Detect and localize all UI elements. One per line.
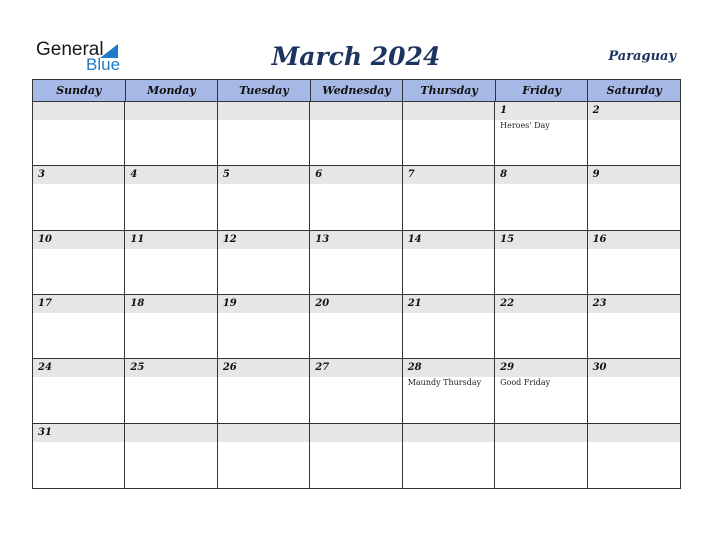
day-number: 21 [407,298,422,309]
logo-word-general: General [36,39,104,60]
day-number: 17 [38,298,52,309]
day-band [125,102,216,120]
empty-day-cell [403,102,495,166]
weekday-header [33,80,680,102]
weekday-thursday: Thursday [403,80,496,101]
day-number: 15 [500,233,515,245]
day-cell-15 [495,231,587,295]
day-number: 10 [38,233,52,245]
day-band [495,102,586,120]
holiday-label: Good Friday [500,378,551,388]
day-number: 24 [38,362,52,374]
day-number: 7 [407,169,415,181]
day-cell-21 [403,295,495,359]
weekday-sunday: Sunday [33,80,126,101]
day-cell-22 [495,295,587,359]
day-cell-27 [310,359,402,423]
calendar [32,79,681,489]
day-number: 9 [592,169,600,181]
day-cell-10 [33,231,125,295]
day-number: 27 [315,362,330,374]
calendar-grid [33,102,680,488]
day-band [495,424,586,442]
day-cell-19 [218,295,310,359]
day-number: 30 [592,362,607,374]
day-number: 2 [592,105,600,116]
empty-day-cell [125,424,217,488]
day-band [403,102,494,120]
day-number: 26 [222,362,237,374]
day-number: 6 [315,169,323,181]
empty-day-cell [33,102,125,166]
day-band [218,424,309,442]
empty-day-cell [588,424,680,488]
day-number: 19 [222,298,237,309]
day-number: 1 [500,105,508,116]
day-cell-4 [125,166,217,230]
day-number: 23 [592,298,607,309]
day-number: 3 [38,169,45,181]
weekday-monday: Monday [126,80,219,101]
day-band [218,102,309,120]
day-number: 11 [130,233,145,245]
empty-day-cell [403,424,495,488]
day-cell-17 [33,295,125,359]
day-cell-13 [310,231,402,295]
logo-word-blue: Blue [86,55,121,74]
day-band [310,102,401,120]
day-number: 18 [130,298,145,309]
day-band [403,424,494,442]
empty-day-cell [218,102,310,166]
day-number: 29 [500,362,515,374]
day-number: 13 [315,233,330,245]
day-band [33,166,124,184]
day-cell-20 [310,295,402,359]
day-cell-25 [125,359,217,423]
day-band [403,166,494,184]
empty-day-cell [218,424,310,488]
day-cell-3 [33,166,125,230]
day-cell-24 [33,359,125,423]
day-band [495,166,586,184]
day-number: 31 [38,426,52,438]
day-number: 16 [592,233,607,245]
day-band [33,102,124,120]
day-cell-29 [495,359,587,423]
day-band [310,424,401,442]
day-band [588,424,680,442]
empty-day-cell [310,102,402,166]
day-band [125,424,216,442]
day-number: 12 [222,233,237,245]
weekday-saturday: Saturday [606,84,662,97]
day-cell-14 [403,231,495,295]
day-band [310,166,401,184]
holiday-label: Maundy Thursday [407,378,482,388]
day-cell-2 [588,102,680,166]
empty-day-cell [495,424,587,488]
holiday-label: Heroes' Day [500,121,550,130]
empty-day-cell [125,102,217,166]
day-cell-26 [218,359,310,423]
day-band [218,166,309,184]
day-number: 14 [407,233,422,245]
weekday-wednesday: Wednesday [311,80,404,101]
day-cell-16 [588,231,680,295]
day-cell-31 [33,424,125,488]
day-number: 8 [500,169,508,181]
weekday-friday: Friday [496,80,589,101]
day-cell-11 [125,231,217,295]
day-cell-5 [218,166,310,230]
day-cell-28 [403,359,495,423]
day-number: 4 [130,169,138,181]
day-band [588,166,680,184]
day-number: 20 [315,298,330,309]
weekday-tuesday: Tuesday [218,80,311,101]
page-title: March 2024 [271,42,441,71]
day-band [125,166,216,184]
day-cell-7 [403,166,495,230]
day-number: 22 [500,298,515,309]
day-cell-9 [588,166,680,230]
day-cell-1 [495,102,587,166]
day-number: 5 [222,169,230,181]
country-label: Paraguay [608,49,676,64]
day-cell-23 [588,295,680,359]
day-cell-12 [218,231,310,295]
empty-day-cell [310,424,402,488]
day-number: 25 [130,362,145,374]
day-cell-18 [125,295,217,359]
day-cell-8 [495,166,587,230]
day-number: 28 [407,362,422,374]
day-band [588,102,680,120]
day-cell-6 [310,166,402,230]
day-cell-30 [588,359,680,423]
